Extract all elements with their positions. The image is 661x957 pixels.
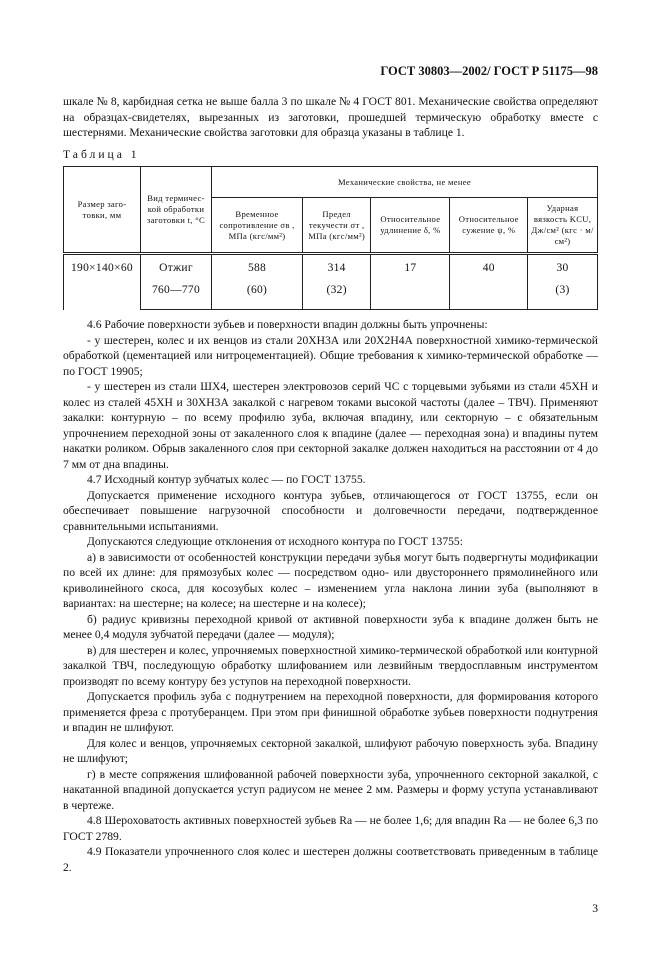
page-body [63,0,598,957]
cell-treatment: Отжиг [141,254,212,282]
paragraph: Допускаются следующие отклонения от исходного контура по ГОСТ 13755: [87,535,463,548]
col-header-elongation: Относительное удлинение δ, % [371,198,450,254]
table-caption: Таблица 1 [63,147,140,161]
page-number: 3 [592,902,598,915]
col-header-reduction: Относительное сужение ψ, % [450,198,528,254]
cell-reduction: 40 [450,254,528,282]
document-header: ГОСТ 30803—2002/ ГОСТ Р 51175—98 [380,64,598,78]
cell-tensile-kgs: (60) [212,281,303,310]
col-header-impact: Ударная вязкость KCU, Дж/см² (кгс · м/см²) [528,198,598,254]
col-header-size: Размер заго-товки, мм [64,167,141,254]
cell-reduction-kgs [450,281,528,310]
cell-yield: 314 [303,254,371,282]
cell-impact: 30 [528,254,598,282]
cell-elongation: 17 [371,254,450,282]
col-header-yield: Предел текучести σт , МПа (кгс/мм²) [303,198,371,254]
cell-temp: 760—770 [141,281,212,310]
table-row [64,254,598,282]
cell-tensile: 588 [212,254,303,282]
paragraph: 4.7 Исходный контур зубчатых колес — по ГОСТ 13755. [87,473,366,486]
paragraph: Допускается профиль зуба с поднутрением на переходной поверхности, для формирования которого применяется фреза с протуберанцем. При этом при финишной обработке зубьев поверхности поднутрения и впадин не шлифуют. [63,690,598,734]
paragraph: Для колес и венцов, упрочняемых секторной закалкой, шлифуют рабочую поверхность зуба. Впадину не шлифуют; [63,736,598,765]
paragraph: а) в зависимости от особенностей конструкции передачи зубья могут быть подвергнуты модификации по всей их длине: для прямозубых колес — посредством одно- или двустороннего прямолинейного или криволинейного скоса, для косозубых колес – изменением угла наклона линии зуба (выполняют в вариантах: на шестерне; на колесе; на шестерне и на колесе); [63,550,598,610]
cell-size: 190×140×60 [64,254,141,310]
paragraph: - у шестерен, колес и их венцов из стали 20ХН3А или 20Х2Н4А поверхностной химико-термической обработкой (цементацией или нитроцементацией). Общие требования к химико-термической обработке — по ГОСТ 19905; [63,333,598,378]
cell-yield-kgs: (32) [303,281,371,310]
paragraph: 4.6 Рабочие поверхности зубьев и поверхности впадин должны быть упрочнены: [87,318,488,331]
table-row [64,281,598,310]
paragraph: в) для шестерен и колес, упрочняемых поверхностной химико-термической обработкой или контурной закалкой ТВЧ, последующую обработку шлифованием или лезвийным твердосплавным инструментом производят по всему контуру без уступов на переходной поверхности. [63,643,598,688]
paragraph: б) радиус кривизны переходной кривой от активной поверхности зуба к впадине должен быть не менее 0,4 модуля зубчатой передачи (далее — модуля); [63,612,598,641]
col-header-tensile: Временное сопротивление σв , МПа (кгс/мм²) [212,198,303,254]
col-header-treatment: Вид термичес-кой обработки заготовки t, °С [141,167,212,254]
intro-paragraph: шкале № 8, карбидная сетка не выше балла 3 по шкале № 4 ГОСТ 801. Механические свойства определяют на образцах-свидетелях, вырезанных из заготовки, прошедшей термическую обработку вместе с шестернями. Механические свойства заготовки для образца указаны в таблице 1. [63,95,598,139]
paragraph: - у шестерен из стали ШХ4, шестерен электровозов серий ЧС с торцевыми зубьями из стали 45ХН и колес из сталей 45ХН и 30ХН3А закалкой с нагревом токами высокой частоты (далее – ТВЧ). Применяют закалки: контурную – по всему профилю зуба, включая впадину, или секторную – с обязательным упрочнением переходной зоны от закаленного слоя к впадине (далее — переходная зона) и впадины путем накатки роликом. Обрыв закаленного слоя при секторной закалке должен находиться на расстоянии от 4 до 7 мм от дна впадины. [63,380,598,471]
col-header-group: Механические свойства, не менее [212,167,598,198]
cell-elongation-kgs [371,281,450,310]
paragraph: Допускается применение исходного контура зубьев, отличающегося от ГОСТ 13755, если он обеспечивает повышение нагрузочной способности и долговечности передачи, подтвержденное сравнительными испытаниями. [63,488,598,533]
paragraph: 4.8 Шероховатость активных поверхностей зубьев Ra — не более 1,6; для впадин Ra — не более 6,3 по ГОСТ 2789. [63,814,598,843]
mechanical-properties-table [63,166,598,310]
paragraph: 4.9 Показатели упрочненного слоя колес и шестерен должны соответствовать приведенным в таблице 2. [63,845,598,874]
paragraph: г) в месте сопряжения шлифованной рабочей поверхности зуба, упрочненного секторной закалкой, с накатанной впадиной допускается уступ радиусом не менее 2 мм. Размеры и форму уступа устанавливают в чертеже. [63,767,598,812]
cell-impact-kgs: (3) [528,281,598,310]
